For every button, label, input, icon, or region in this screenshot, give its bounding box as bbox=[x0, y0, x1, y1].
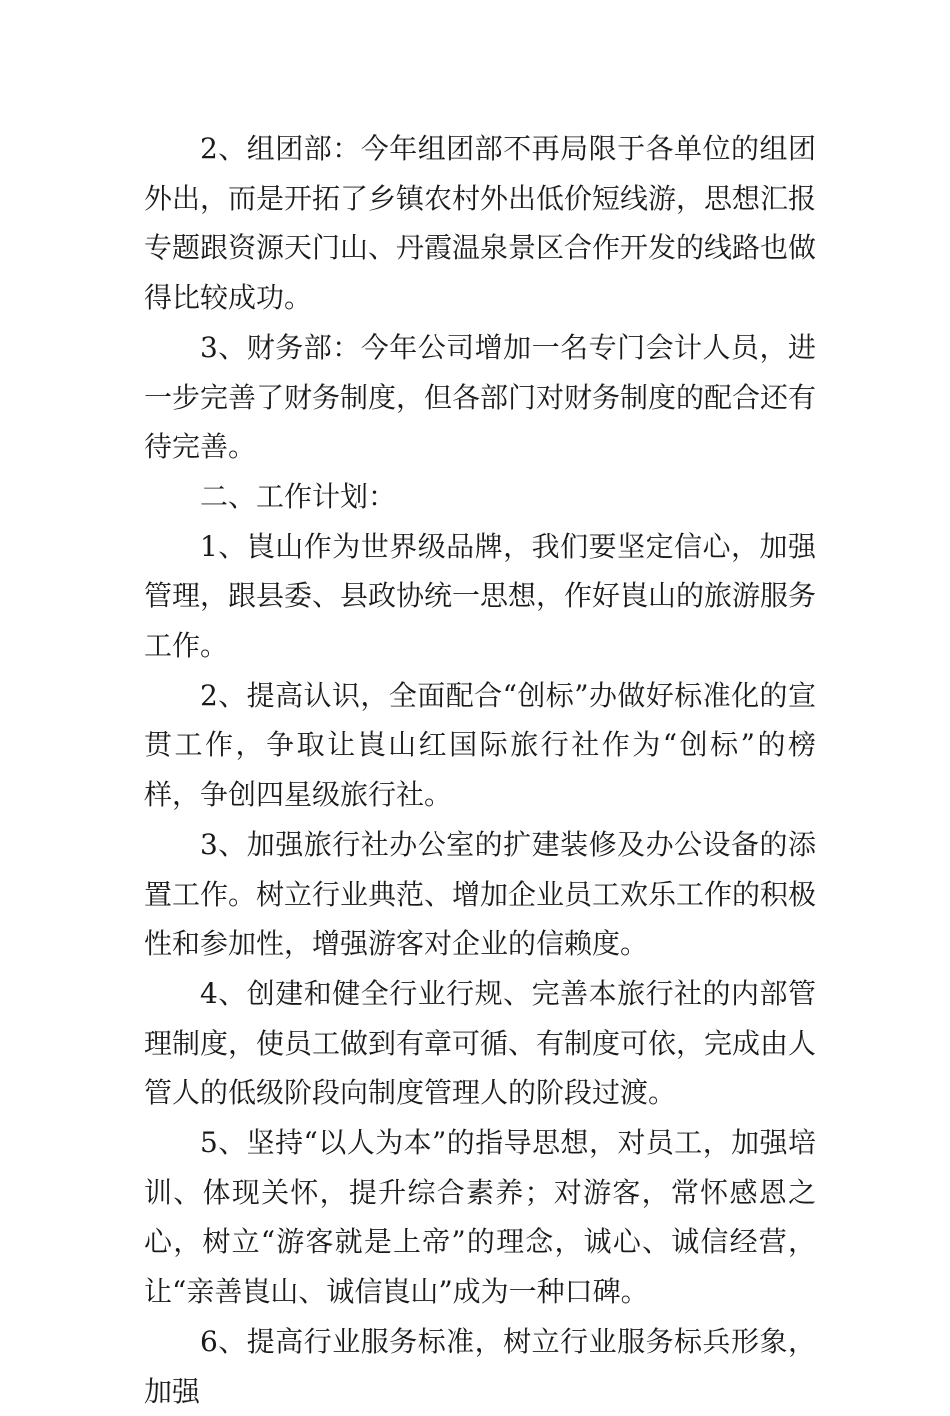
plan-item-3: 3、加强旅行社办公室的扩建装修及办公设备的添置工作。树立行业典范、增加企业员工欢乐工作的积极性和参加性，增强游客对企业的信赖度。 bbox=[144, 827, 817, 961]
plan-item-2: 2、提高认识，全面配合“创标”办做好标准化的宣贯工作，争取让崀山红国际旅行社作为“创标”的榜样，争创四星级旅行社。 bbox=[144, 678, 816, 812]
document-body bbox=[144, 124, 816, 1416]
paragraph-tour-group-dept: 2、组团部：今年组团部不再局限于各单位的组团外出，而是开拓了乡镇农村外出低价短线游，思想汇报专题跟资源天门山、丹霞温泉景区合作开发的线路也做得比较成功。 bbox=[144, 132, 817, 315]
plan-item-5: 5、坚持“以人为本”的指导思想，对员工，加强培训、体现关怀，提升综合素养；对游客，常怀感恩之心，树立“游客就是上帝”的理念，诚心、诚信经营，让“亲善崀山、诚信崀山”成为一种口碑。 bbox=[144, 1126, 816, 1309]
plan-item-1: 1、崀山作为世界级品牌，我们要坚定信心，加强管理，跟县委、县政协统一思想，作好崀山的旅游服务工作。 bbox=[144, 529, 817, 663]
paragraph-finance-dept: 3、财务部：今年公司增加一名专门会计人员，进一步完善了财务制度，但各部门对财务制度的配合还有待完善。 bbox=[144, 330, 817, 464]
plan-item-4: 4、创建和健全行业行规、完善本旅行社的内部管理制度，使员工做到有章可循、有制度可依，完成由人管人的低级阶段向制度管理人的阶段过渡。 bbox=[144, 976, 817, 1110]
section-heading-work-plan: 二、工作计划： bbox=[200, 479, 397, 513]
plan-item-6: 6、提高行业服务标准，树立行业服务标兵形象，加强 bbox=[144, 1324, 816, 1408]
